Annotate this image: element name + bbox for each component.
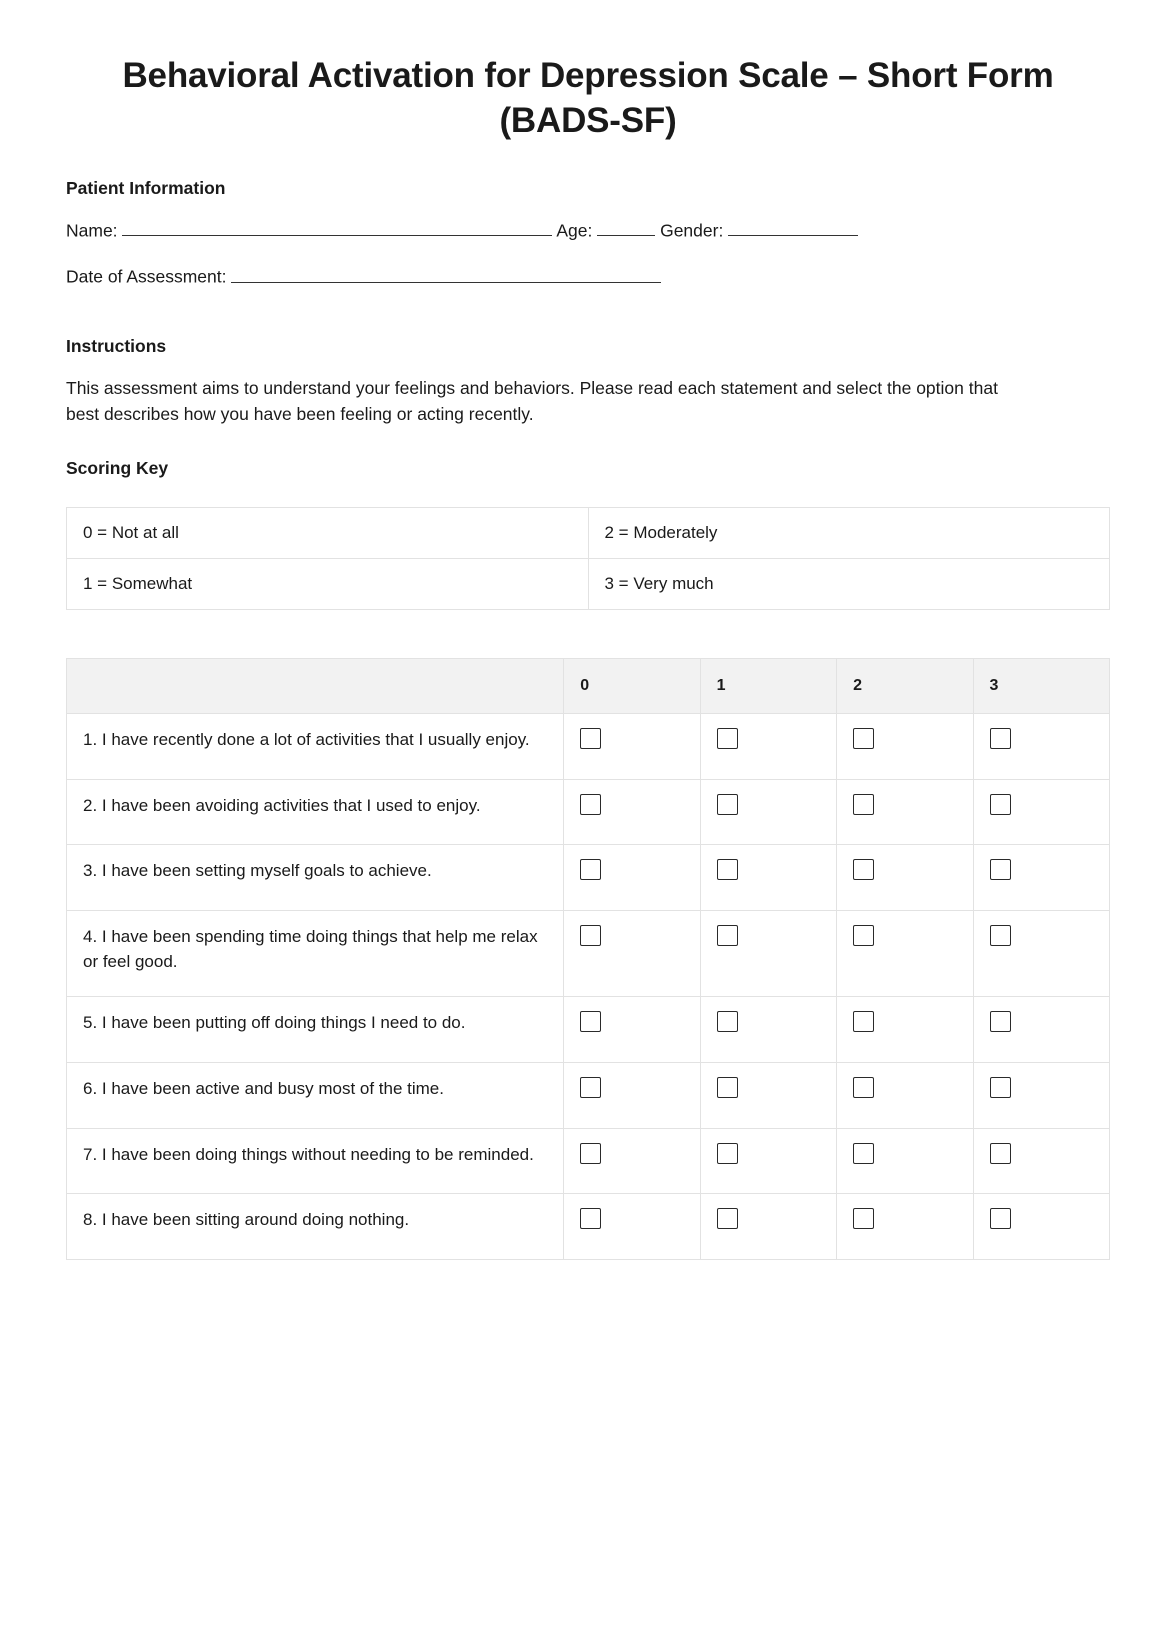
table-row (67, 779, 1110, 845)
table-row (67, 714, 1110, 780)
table-row (67, 508, 1110, 559)
column-header-2: 2 (837, 659, 973, 714)
item-option-cell[interactable] (700, 1128, 836, 1194)
checkbox-icon[interactable] (990, 1077, 1011, 1098)
table-row (67, 997, 1110, 1063)
item-option-cell[interactable] (564, 845, 700, 911)
checkbox-icon[interactable] (580, 1077, 601, 1098)
table-row (67, 1128, 1110, 1194)
spacer (66, 310, 1110, 336)
items-table (66, 658, 1110, 1260)
item-statement: 2. I have been avoiding activities that I used to enjoy. (67, 779, 564, 845)
checkbox-icon[interactable] (853, 859, 874, 880)
item-statement: 1. I have recently done a lot of activities that I usually enjoy. (67, 714, 564, 780)
checkbox-icon[interactable] (990, 925, 1011, 946)
item-option-cell[interactable] (564, 714, 700, 780)
checkbox-icon[interactable] (717, 1208, 738, 1229)
checkbox-icon[interactable] (853, 728, 874, 749)
table-row (67, 1194, 1110, 1260)
item-statement: 8. I have been sitting around doing nothing. (67, 1194, 564, 1260)
checkbox-icon[interactable] (717, 1011, 738, 1032)
checkbox-icon[interactable] (580, 1208, 601, 1229)
checkbox-icon[interactable] (717, 728, 738, 749)
instructions-heading: Instructions (66, 335, 167, 356)
item-option-cell[interactable] (973, 779, 1109, 845)
item-option-cell[interactable] (700, 910, 836, 996)
checkbox-icon[interactable] (990, 728, 1011, 749)
gender-input[interactable] (728, 217, 858, 236)
item-statement: 6. I have been active and busy most of the time. (67, 1062, 564, 1128)
item-option-cell[interactable] (564, 997, 700, 1063)
checkbox-icon[interactable] (717, 794, 738, 815)
item-option-cell[interactable] (564, 1128, 700, 1194)
checkbox-icon[interactable] (580, 1143, 601, 1164)
scoring-key-cell: 2 = Moderately (588, 508, 1110, 559)
item-option-cell[interactable] (973, 910, 1109, 996)
scoring-key-table (66, 507, 1110, 610)
item-option-cell[interactable] (564, 1062, 700, 1128)
checkbox-icon[interactable] (990, 794, 1011, 815)
item-option-cell[interactable] (700, 1194, 836, 1260)
checkbox-icon[interactable] (717, 925, 738, 946)
item-option-cell[interactable] (700, 845, 836, 911)
item-option-cell[interactable] (837, 910, 973, 996)
column-header-0: 0 (564, 659, 700, 714)
checkbox-icon[interactable] (717, 859, 738, 880)
column-header-statement (67, 659, 564, 714)
date-of-assessment-input[interactable] (231, 263, 661, 282)
page-title: Behavioral Activation for Depression Scale – Short Form (BADS-SF) (122, 56, 1054, 140)
item-statement: 7. I have been doing things without needing to be reminded. (67, 1128, 564, 1194)
item-option-cell[interactable] (973, 1128, 1109, 1194)
checkbox-icon[interactable] (717, 1143, 738, 1164)
item-option-cell[interactable] (973, 997, 1109, 1063)
column-header-3: 3 (973, 659, 1109, 714)
item-statement: 5. I have been putting off doing things I need to do. (67, 997, 564, 1063)
checkbox-icon[interactable] (853, 794, 874, 815)
checkbox-icon[interactable] (990, 1011, 1011, 1032)
table-row (67, 845, 1110, 911)
age-label: Age: (556, 219, 593, 240)
scoring-key-cell: 1 = Somewhat (67, 559, 589, 610)
item-statement: 3. I have been setting myself goals to achieve. (67, 845, 564, 911)
item-option-cell[interactable] (837, 1128, 973, 1194)
table-header-row (67, 659, 1110, 714)
item-option-cell[interactable] (564, 1194, 700, 1260)
item-option-cell[interactable] (700, 1062, 836, 1128)
item-option-cell[interactable] (837, 779, 973, 845)
scoring-key-cell: 0 = Not at all (67, 508, 589, 559)
name-label: Name: (66, 219, 118, 240)
item-option-cell[interactable] (837, 1062, 973, 1128)
table-row (67, 559, 1110, 610)
item-option-cell[interactable] (973, 714, 1109, 780)
checkbox-icon[interactable] (580, 728, 601, 749)
table-row (67, 1062, 1110, 1128)
item-option-cell[interactable] (700, 779, 836, 845)
checkbox-icon[interactable] (990, 1208, 1011, 1229)
item-option-cell[interactable] (564, 910, 700, 996)
checkbox-icon[interactable] (580, 1011, 601, 1032)
checkbox-icon[interactable] (853, 1077, 874, 1098)
checkbox-icon[interactable] (853, 925, 874, 946)
checkbox-icon[interactable] (580, 925, 601, 946)
item-option-cell[interactable] (700, 997, 836, 1063)
name-age-gender-field-row (66, 217, 1110, 244)
scoring-key-cell: 3 = Very much (588, 559, 1110, 610)
item-option-cell[interactable] (837, 714, 973, 780)
date-field-row (66, 263, 1110, 290)
item-option-cell[interactable] (837, 1194, 973, 1260)
checkbox-icon[interactable] (853, 1143, 874, 1164)
checkbox-icon[interactable] (717, 1077, 738, 1098)
checkbox-icon[interactable] (990, 1143, 1011, 1164)
name-input[interactable] (122, 217, 552, 236)
item-option-cell[interactable] (700, 714, 836, 780)
checkbox-icon[interactable] (853, 1208, 874, 1229)
column-header-1: 1 (700, 659, 836, 714)
item-option-cell[interactable] (973, 1194, 1109, 1260)
table-row (67, 910, 1110, 996)
date-of-assessment-label: Date of Assessment: (66, 266, 227, 287)
item-option-cell[interactable] (837, 997, 973, 1063)
item-statement: 4. I have been spending time doing things that help me relax or feel good. (67, 910, 564, 996)
checkbox-icon[interactable] (990, 859, 1011, 880)
patient-information-heading: Patient Information (66, 177, 226, 198)
item-option-cell[interactable] (973, 845, 1109, 911)
scoring-key-heading: Scoring Key (66, 458, 169, 479)
item-option-cell[interactable] (837, 845, 973, 911)
gender-label: Gender: (660, 219, 724, 240)
item-option-cell[interactable] (973, 1062, 1109, 1128)
checkbox-icon[interactable] (580, 859, 601, 880)
checkbox-icon[interactable] (580, 794, 601, 815)
instructions-body: This assessment aims to understand your feelings and behaviors. Please read each statement and select the option that best describes how you have been feeling or acting recently. (66, 377, 998, 425)
age-input[interactable] (597, 217, 655, 236)
item-option-cell[interactable] (564, 779, 700, 845)
checkbox-icon[interactable] (853, 1011, 874, 1032)
